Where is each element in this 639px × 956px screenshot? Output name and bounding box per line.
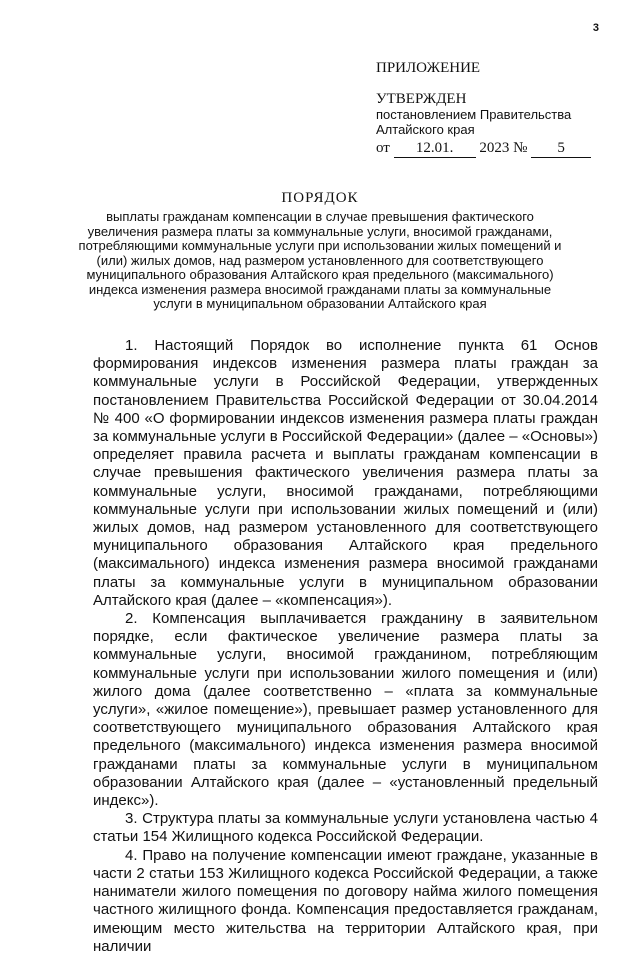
paragraph-3: 3. Структура платы за коммунальные услуги установлена частью 4 статьи 154 Жилищного кодекса Российской Федерации. bbox=[93, 810, 598, 846]
paragraph-1: 1. Настоящий Порядок во исполнение пункта 61 Основ формирования индексов изменения размера платы граждан за коммунальные услуги в Российской Федерации, утвержденных постановлением Правительства Российской Федерации от 30.04.2014 № 400 «О формировании индексов изменения размера платы граждан за коммунальные услуги в Российской Федерации» (далее – «Основы») определяет правила расчета и выплаты гражданам компенсации в случае превышения фактического увеличения размера платы за коммунальные услуги, вносимой гражданами, потребляющими коммунальные услуги при использовании жилых помещений и (или) жилых домов, над размером установленного для соответствующего муниципального образования Алтайского края предельного (максимального) индекса изменения размера вносимой гражданами платы за коммунальные услуги в муниципальном образовании Алтайского края (далее – «компенсация»). bbox=[93, 337, 598, 609]
date-value: 12.01. bbox=[415, 140, 454, 156]
from-label: от bbox=[376, 140, 390, 156]
document-heading bbox=[78, 190, 562, 312]
date-field bbox=[394, 139, 476, 158]
year-number-label: 2023 № bbox=[479, 140, 528, 156]
document-title: ПОРЯДОК bbox=[281, 190, 359, 206]
number-field bbox=[531, 139, 591, 158]
document-subtitle: выплаты гражданам компенсации в случае превышения фактического увеличения размера платы за коммунальные услуги, вносимой гражданами, потребляющими коммунальные услуги при использовании жилых помещений и (или) жилых домов, над размером установленного для соответствующего муниципального образования Алтайского края предельного (максимального) индекса изменения размера вносимой гражданами платы за коммунальные услуги в муниципальном образовании Алтайского края bbox=[78, 209, 562, 311]
approved-label: УТВЕРЖДЕН bbox=[376, 91, 467, 107]
document-body bbox=[93, 337, 598, 956]
appendix-block bbox=[376, 60, 616, 158]
approved-by-line-1: постановлением Правительства bbox=[376, 107, 572, 122]
paragraph-2: 2. Компенсация выплачивается гражданину в заявительном порядке, если фактическое увеличение размера платы за коммунальные услуги, вносимой гражданином, потребляющим коммунальные услуги при использовании жилого помещения и (или) жилого дома (далее соответственно – «плата за коммунальные услуги», «жилое помещение»), превышает размер установленного для соответствующего муниципального образования Алтайского края предельного (максимального) индекса изменения размера вносимой гражданами платы за коммунальные услуги в муниципальном образовании Алтайского края (далее – «установленный предельный индекс»). bbox=[93, 610, 598, 810]
date-number-line bbox=[376, 139, 616, 158]
appendix-title: ПРИЛОЖЕНИЕ bbox=[376, 60, 481, 76]
paragraph-4: 4. Право на получение компенсации имеют граждане, указанные в части 2 статьи 153 Жилищного кодекса Российской Федерации, а также наниматели жилого помещения по договору найма жилого помещения частного жилищного фонда. Компенсация предоставляется гражданам, имеющим место жительства на территории Алтайского края, при наличии bbox=[93, 846, 598, 955]
approved-by-line-2: Алтайского края bbox=[376, 122, 475, 137]
page-number: 3 bbox=[592, 22, 599, 34]
number-value: 5 bbox=[557, 140, 565, 156]
